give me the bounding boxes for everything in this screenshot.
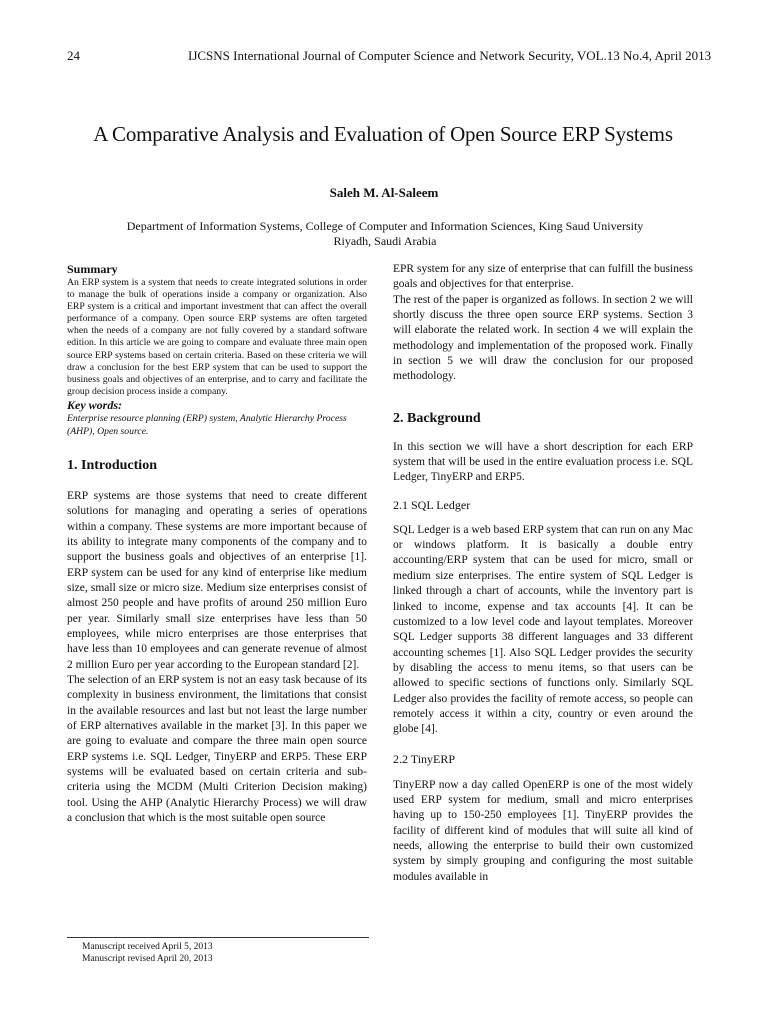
right-column [393, 262, 693, 885]
footnotes [82, 941, 213, 965]
affiliation-line-1: Department of Information Systems, College of Computer and Information Sciences, King Saud University [126, 219, 644, 233]
sql-ledger-text: SQL Ledger is a web based ERP system that can run on any Mac or windows platform. It is basically a double entry accounting/ERP system that can be used for micro, small or medium size enterprises. The entire system of SQL Ledger is linked through a chart of accounts, while the inventory part is linked to income, expense and tax accounts [4]. It can be customized to a low level code and layout templates. Moreover SQL Ledger supports 38 different languages and 33 different accounting schemes [1]. Also SQL Ledger provides the security by disabling the access to menu items, so that users can be allowed to specific sections of functions only. Similarly SQL Ledger also provides the facility of remote access, so people can remotely access it within a city, country or even around the globe [4]. [393, 523, 693, 736]
sql-ledger-heading: 2.1 SQL Ledger [393, 497, 471, 512]
footnote-revised: Manuscript revised April 20, 2013 [82, 954, 213, 964]
footnote-received: Manuscript received April 5, 2013 [82, 942, 213, 952]
organization-paragraph: The rest of the paper is organized as follows. In section 2 we will shortly discuss the three open source ERP systems. Section 3 will elaborate the related work. In section 4 we will explain the methodology and implementation of the proposed work. Finally in section 5 we will draw the conclusion for our proposed methodology. [393, 293, 693, 383]
background-intro: In this section we will have a short description for each ERP system that will be used in the entire evaluation process i.e. SQL Ledger, TinyERP and ERP5. [393, 440, 693, 484]
summary-text: An ERP system is a system that needs to create integrated solutions in order to manage the bulk of operations inside a company or organization. Also ERP system is a critical and important investment that can affect the overall performance of a company. Open source ERP systems are often targeted when the needs of a company are not fully covered by a standard software edition. In this article we are going to compare and evaluate three main open source ERP systems based on certain criteria. Based on these criteria we will draw a conclusion for the best ERP system that can be used to support the business goals and objectives of an enterprise, and to carry and facilitate the group decision process inside a company. [67, 277, 367, 397]
summary-heading: Summary [67, 262, 118, 276]
left-column [67, 262, 367, 827]
introduction-paragraph-1: ERP systems are those systems that need to create different solutions for managing and operating a series of operations within a company. These systems are more important because of its ability to integrate many components of the company and to support the business goals and objectives of an enterprise [1]. ERP system can be used for any kind of enterprise like medium size, small size or micro size. Medium size enterprises consist of almost 250 people and have profits of around 250 million Euro per year. Similarly small size enterprises have less than 50 employees, while micro enterprises are those enterprises that have less than 10 employees and can generate revenue of almost 2 million Euro per year according to the European standard [2]. [67, 489, 367, 671]
journal-running-head: IJCSNS International Journal of Computer Science and Network Security, VOL.13 No.4, April 2013 [188, 48, 712, 63]
paper-title: A Comparative Analysis and Evaluation of Open Source ERP Systems [93, 122, 673, 147]
affiliation [60, 219, 710, 249]
tinyerp-text: TinyERP now a day called OpenERP is one of the most widely used ERP system for medium, small and micro enterprises having up to 150-250 employees [1]. TinyERP provides the facility of different kind of modules that will suite all kind of needs, allowing the enterprise to build their own customized system by simply grouping and configuring the most suitable modules available in [393, 778, 693, 883]
footnote-divider [67, 937, 369, 938]
author-name: Saleh M. Al-Saleem [329, 185, 439, 200]
keywords-heading: Key words: [67, 397, 122, 412]
introduction-paragraph-2: The selection of an ERP system is not an easy task because of its complexity in business environment, the limitations that consist in the available resources and last but not least the large number of ERP alternatives available in the market [3]. In this paper we are going to evaluate and compare the three main open source ERP systems i.e. SQL Ledger, TinyERP and ERP5. These ERP systems will be evaluated based on certain criteria and sub-criteria using the MCDM (Multi Criterion Decision making) tool. Using the AHP (Analytic Hierarchy Process) we will draw a conclusion that which is the most suitable open source [67, 674, 367, 825]
introduction-heading: 1. Introduction [67, 457, 157, 473]
affiliation-line-2: Riyadh, Saudi Arabia [333, 234, 437, 248]
tinyerp-heading: 2.2 TinyERP [393, 751, 456, 766]
background-heading: 2. Background [393, 410, 481, 426]
keywords-text: Enterprise resource planning (ERP) system, Analytic Hierarchy Process (AHP), Open source. [67, 412, 347, 437]
page-number: 24 [67, 48, 80, 63]
intro-continued-paragraph: EPR system for any size of enterprise that can fulfill the business goals and objectives for that enterprise. [393, 263, 693, 291]
